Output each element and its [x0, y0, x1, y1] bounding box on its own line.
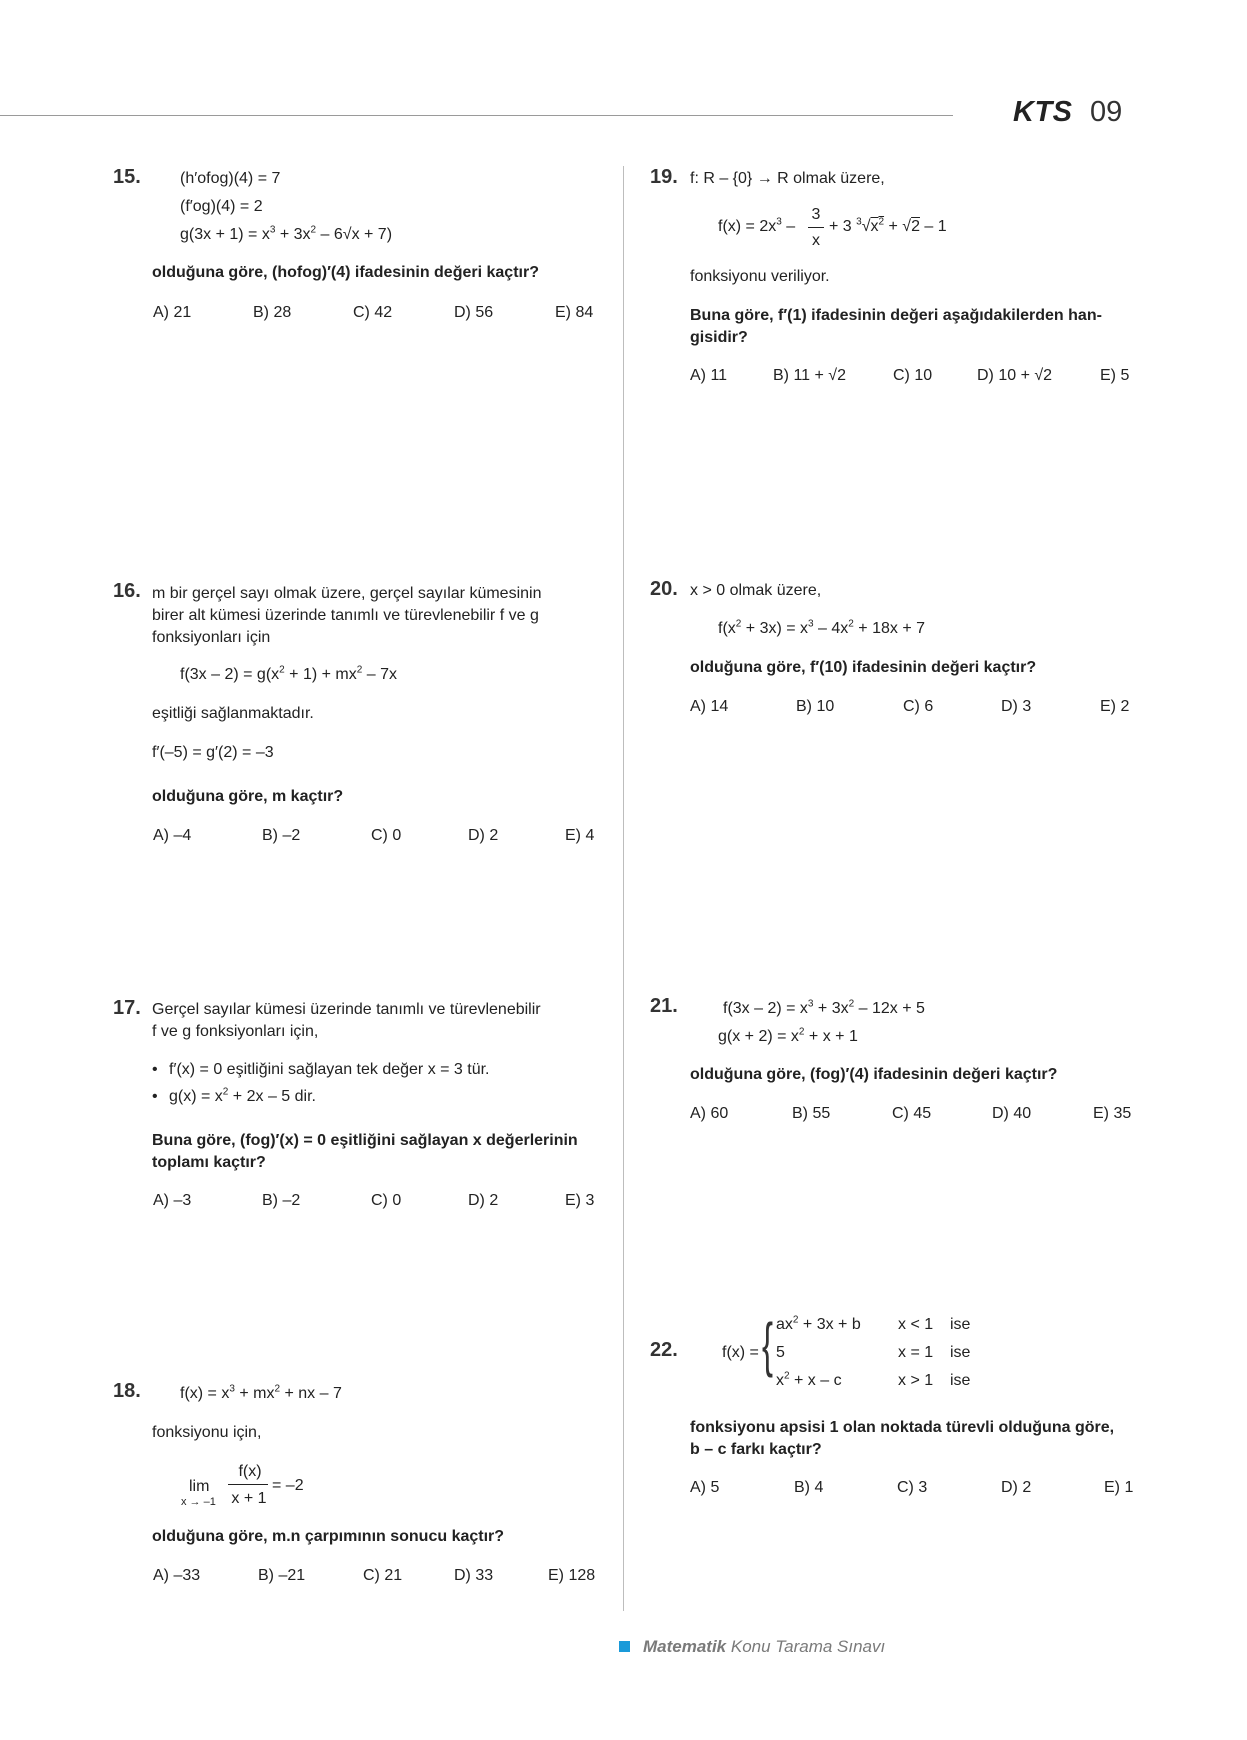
piece-expression: 5: [776, 1344, 785, 1361]
question-text: olduğuna göre, f′(10) ifadesinin değeri kaçtır?: [690, 659, 1037, 676]
option-c: C) 45: [892, 1105, 932, 1122]
given-line: $g(3x + 1) = x^3 + 3x^2 - 6√x + 7$): [180, 224, 393, 243]
fraction-denominator: x + 1: [231, 1490, 267, 1507]
equation: $f(x^2 + 3x) = x^3 - 4x^2 + 18x + 7$: [718, 618, 926, 637]
brace-icon: {: [762, 1311, 774, 1378]
option-a: A) 11: [690, 367, 728, 384]
option-b: B) 55: [792, 1105, 831, 1122]
option-e: E) 3: [565, 1192, 595, 1209]
question-number: 16.: [113, 580, 141, 602]
question-text: olduğuna göre, (hofog)′(4) ifadesinin değeri kaçtır?: [152, 264, 539, 281]
given-line: (f′og)(4) = 2: [180, 198, 263, 215]
stem-line: fonksiyonu veriliyor.: [690, 268, 830, 285]
option-b: B) –2: [262, 827, 301, 844]
option-b: B) 28: [253, 304, 292, 321]
option-c: C) 42: [353, 304, 393, 321]
option-d: D) 2: [468, 827, 499, 844]
option-a: A) 60: [690, 1105, 729, 1122]
option-c: C) 0: [371, 1192, 402, 1209]
piece-condition: x = 1: [898, 1344, 934, 1361]
limit-operator: lim: [189, 1478, 210, 1495]
footer-square-icon: [619, 1641, 630, 1652]
question-number: 19.: [650, 166, 678, 188]
stem-line: f ve g fonksiyonları için,: [152, 1023, 319, 1040]
piece-condition: x > 1: [898, 1372, 934, 1389]
equation: $f(x) = 2x^3$ –: [718, 216, 796, 235]
piece-ise: ise: [950, 1344, 971, 1361]
question-number: 17.: [113, 997, 141, 1019]
question-number: 18.: [113, 1380, 141, 1402]
piece-expression: $ax^2 + 3x + b$: [776, 1314, 861, 1333]
question-text: fonksiyonu apsisi 1 olan noktada türevli olduğuna göre,: [690, 1419, 1115, 1436]
question-text: Buna göre, (fog)′(x) = 0 eşitliğini sağlayan x değerlerinin: [152, 1132, 578, 1149]
bullet-text: f′(x) = 0 eşitliğini sağlayan tek değer x = 3 tür.: [169, 1061, 490, 1078]
option-d: D) 2: [1001, 1479, 1032, 1496]
bullet-icon: •: [152, 1061, 158, 1078]
option-a: A) –33: [153, 1567, 201, 1584]
option-c: C) 3: [897, 1479, 928, 1496]
given-line: f′(–5) = g′(2) = –3: [152, 744, 274, 761]
option-b: B) 10: [796, 698, 835, 715]
stem-line: m bir gerçel sayı olmak üzere, gerçel sayılar kümesinin: [152, 585, 542, 602]
option-d: D) 33: [454, 1567, 494, 1584]
fraction-denominator: x: [812, 232, 820, 249]
header-rule: [0, 115, 953, 116]
piece-expression: $x^2 + x - c$: [776, 1370, 842, 1389]
stem-line: fonksiyonları için: [152, 629, 271, 646]
option-d: D) 56: [454, 304, 494, 321]
stem-line: eşitliği sağlanmaktadır.: [152, 705, 314, 722]
fraction-numerator: f(x): [238, 1463, 262, 1480]
question-text: olduğuna göre, m kaçtır?: [152, 788, 344, 805]
option-b: B) –2: [262, 1192, 301, 1209]
option-e: E) 35: [1093, 1105, 1132, 1122]
option-e: E) 5: [1100, 367, 1130, 384]
option-c: C) 0: [371, 827, 402, 844]
option-c: C) 10: [893, 367, 933, 384]
question-text: b – c farkı kaçtır?: [690, 1441, 822, 1458]
column-divider: [623, 166, 624, 1611]
question-number: 15.: [113, 166, 141, 188]
equation: $f(x) = x^3 + mx^2$ + nx – 7: [180, 1383, 342, 1402]
fraction-numerator: 3: [811, 206, 821, 223]
question-text: Buna göre, f′(1) ifadesinin değeri aşağıdakilerden han-: [690, 307, 1102, 324]
stem-line: birer alt kümesi üzerinde tanımlı ve türevlenebilir f ve g: [152, 607, 539, 624]
limit-subscript: x → –1: [181, 1496, 216, 1508]
stem-line: fonksiyonu için,: [152, 1424, 262, 1441]
option-c: C) 21: [363, 1567, 403, 1584]
question-text: gisidir?: [690, 329, 748, 346]
equation: $f(3x - 2) = g(x^2 + 1) + mx^2 - 7x$: [180, 664, 397, 683]
piece-ise: ise: [950, 1372, 971, 1389]
given-line: (h′ofog)(4) = 7: [180, 170, 281, 187]
question-number: 21.: [650, 995, 678, 1017]
option-d: D) 2: [468, 1192, 499, 1209]
bullet-text: $g(x) = x^2 + 2x - 5$ dir.: [169, 1086, 316, 1105]
option-c: C) 6: [903, 698, 934, 715]
option-a: A) 14: [690, 698, 729, 715]
question-number: 22.: [650, 1339, 678, 1361]
fraction-bar: [228, 1484, 268, 1485]
option-e: E) 1: [1104, 1479, 1134, 1496]
footer-title: Matematik Konu Tarama Sınavı: [643, 1637, 886, 1656]
piece-ise: ise: [950, 1316, 971, 1333]
option-d: D) 10 + √2: [977, 367, 1053, 384]
fraction-bar: [808, 227, 824, 228]
stem-line: Gerçel sayılar kümesi üzerinde tanımlı ve türevlenebilir: [152, 1001, 541, 1018]
option-a: A) 21: [153, 304, 192, 321]
option-b: B) –21: [258, 1567, 306, 1584]
stem-line: x > 0 olmak üzere,: [690, 582, 822, 599]
option-b: B) 11 + √2: [773, 367, 846, 384]
equation: $f(3x - 2) = x^3 + 3x^2 - 12x + 5$: [723, 998, 925, 1017]
option-d: D) 3: [1001, 698, 1032, 715]
stem-line: f: R – {0} → R olmak üzere,: [690, 170, 885, 187]
option-a: A) 5: [690, 1479, 720, 1496]
option-e: E) 84: [555, 304, 594, 321]
question-text: olduğuna göre, m.n çarpımının sonucu kaçtır?: [152, 1528, 505, 1545]
question-number: 20.: [650, 578, 678, 600]
option-a: A) –4: [153, 827, 192, 844]
brand-logo: KTS: [1013, 96, 1073, 128]
piece-condition: x < 1: [898, 1316, 934, 1333]
equation: $g(x + 2) = x^2 + x + 1$: [718, 1026, 858, 1045]
question-text: toplamı kaçtır?: [152, 1154, 266, 1171]
option-e: E) 4: [565, 827, 595, 844]
option-a: A) –3: [153, 1192, 192, 1209]
option-d: D) 40: [992, 1105, 1032, 1122]
function-label: f(x) =: [722, 1344, 759, 1361]
bullet-icon: •: [152, 1088, 158, 1105]
equation-tail: + 3 $^3√x^2 + √2 - 1$: [829, 216, 947, 235]
option-e: E) 2: [1100, 698, 1130, 715]
question-text: olduğuna göre, (fog)′(4) ifadesinin değeri kaçtır?: [690, 1066, 1058, 1083]
option-e: E) 128: [548, 1567, 596, 1584]
option-b: B) 4: [794, 1479, 824, 1496]
page-number: 09: [1090, 96, 1123, 128]
limit-value: = –2: [272, 1477, 304, 1494]
